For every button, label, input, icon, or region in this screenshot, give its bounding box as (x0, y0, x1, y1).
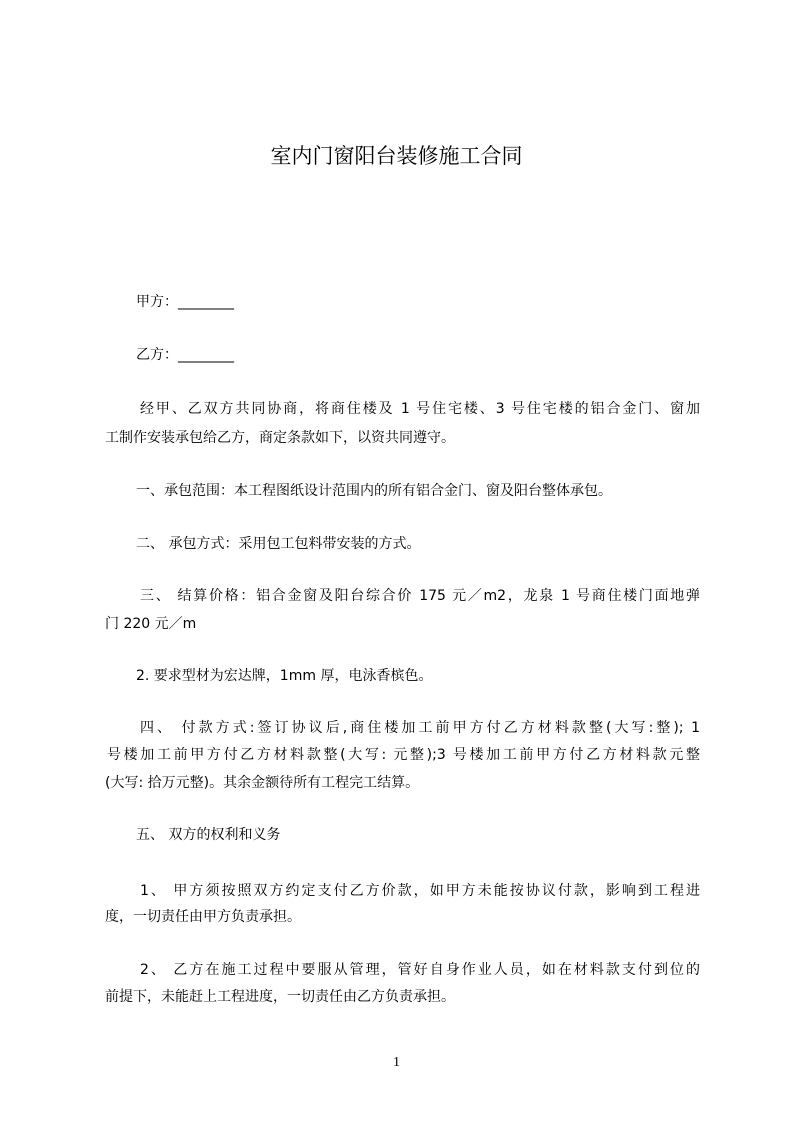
clause-4-line-2: 号楼加工前甲方付乙方材料款整(大写: 元整);3 号楼加工前甲方付乙方材料款元整 (107, 747, 700, 763)
intro-line-2: 工制作安装承包给乙方，商定条款如下，以资共同遵守。 (105, 430, 455, 446)
party-a-line: 甲方：________ (136, 294, 234, 310)
party-b-line: 乙方：________ (136, 347, 234, 363)
clause-2: 二、 承包方式：采用包工包料带安装的方式。 (136, 536, 421, 552)
clause-1: 一、承包范围：本工程图纸设计范围内的所有铝合金门、窗及阳台整体承包。 (136, 483, 612, 499)
clause-4-line-3: (大写: 拾万元整)。其余金额待所有工程完工结算。 (105, 775, 420, 791)
clause-5-heading: 五、 双方的权利和义务 (136, 827, 281, 843)
clause-5-2-line-1: 2、 乙方在施工过程中要服从管理，管好自身作业人员，如在材料款支付到位的 (140, 962, 700, 978)
clause-3-item-2: 2. 要求型材为宏达牌，1mm 厚，电泳香槟色。 (136, 668, 433, 684)
document-title: 室内门窗阳台装修施工合同 (270, 144, 523, 168)
clause-4-line-1: 四、 付款方式:签订协议后,商住楼加工前甲方付乙方材料款整(大写:整); 1 (140, 720, 700, 736)
clause-3-line-1: 三、 结算价格：铝合金窗及阳台综合价 175 元／m2，龙泉 1 号商住楼门面地弹 (140, 588, 700, 604)
page-number: 1 (393, 1055, 400, 1070)
clause-5-1-line-1: 1、 甲方须按照双方约定支付乙方价款，如甲方未能按协议付款，影响到工程进 (140, 883, 700, 899)
clause-3-line-2: 门 220 元／m (105, 616, 197, 632)
clause-5-2-line-2: 前提下，未能赶上工程进度，一切责任由乙方负责承担。 (105, 989, 455, 1005)
intro-line-1: 经甲、乙双方共同协商，将商住楼及 1 号住宅楼、3 号住宅楼的铝合金门、窗加 (140, 401, 700, 417)
clause-5-1-line-2: 度，一切责任由甲方负责承担。 (105, 909, 301, 925)
